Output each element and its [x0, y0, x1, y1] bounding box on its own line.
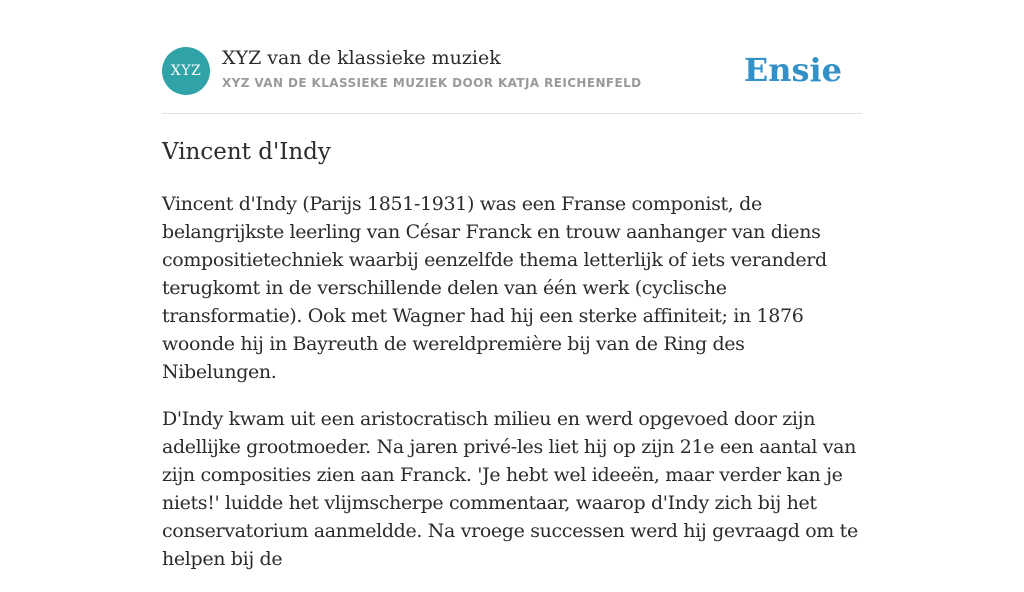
- article-paragraph: D'Indy kwam uit een aristocratisch milieu en werd opgevoed door zijn adellijke grootmoeder. Na jaren privé-les liet hij op zijn 21e een aantal van zijn composities zien aan Franck. 'Je hebt wel ideeën, maar verder kan je niets!' luidde het vlijmscherpe commentaar, waarop d'Indy zich bij het conservatorium aanmeldde. Na vroege successen werd hij gevraagd om te helpen bij de: [162, 408, 858, 570]
- header-divider: [162, 113, 862, 114]
- article-body: [162, 136, 864, 592]
- article-title: Vincent d'Indy: [162, 139, 331, 165]
- book-avatar[interactable]: XYZ: [162, 47, 210, 95]
- book-subtitle: XYZ VAN DE KLASSIEKE MUZIEK DOOR KATJA REICHENFELD: [222, 76, 642, 90]
- book-header: [162, 47, 862, 113]
- ensie-logo[interactable]: Ensie: [743, 51, 842, 89]
- article-paragraph: Vincent d'Indy (Parijs 1851-1931) was een Franse componist, de belangrijkste leerling van César Franck en trouw aanhanger van diens compositietechniek waarbij eenzelfde thema letterlijk of iets veranderd terugkomt in de verschillende delen van één werk (cyclische transformatie). Ook met Wagner had hij een sterke affiniteit; in 1876 woonde hij in Bayreuth de wereldpremière bij van de Ring des Nibelungen.: [162, 193, 827, 383]
- book-title-link[interactable]: XYZ van de klassieke muziek: [222, 47, 501, 69]
